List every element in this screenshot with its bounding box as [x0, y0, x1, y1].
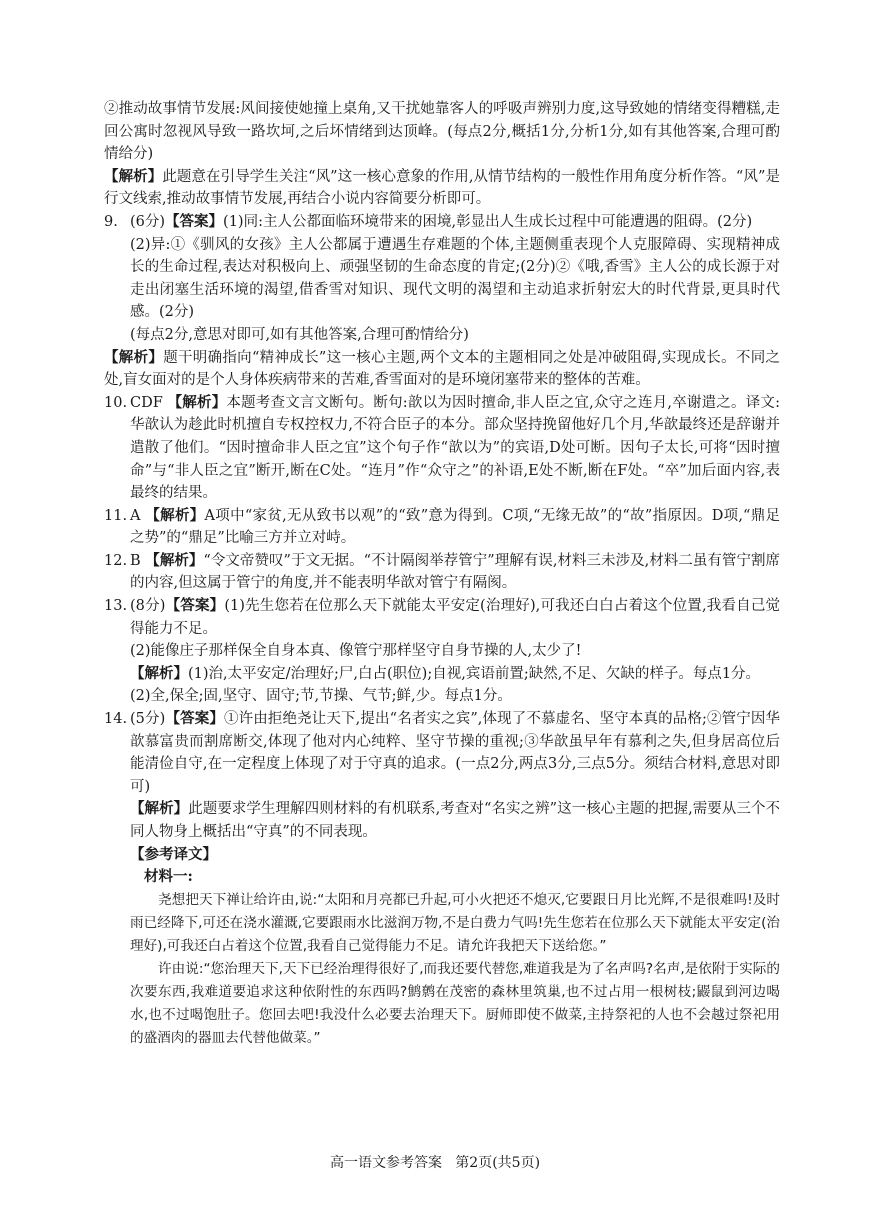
- analysis-text: 本题考查文言文断句。断句:歆以为因时擅命,非人臣之宜,众守之连月,卒谢遣之。译文:华歆认为趁此时机擅自专权控权力,不符合臣子的本分。部众坚持挽留他好几个月,华歆最终还是辞谢并遣散了他们。“因时擅命非人臣之宜”这个句子作“歆以为”的宾语,D处可断。因句子太长,可将“因时擅命”与“非人臣之宜”断开,断在C处。“连月”作“众守之”的补语,E处不断,断在F处。“卒”加后面内容,表最终的结果。: [130, 394, 781, 502]
- translation-heading: 【参考译文】: [130, 845, 217, 863]
- answer-text: (1)同:主人公都面临环境带来的困境,彰显出人生成长过程中可能遭遇的阻碍。(2分): [223, 213, 753, 230]
- question-number: 11.: [104, 507, 128, 524]
- score: (6分): [130, 213, 166, 230]
- analysis-text: 此题要求学生理解四则材料的有机联系,考查对“名实之辨”这一核心主题的把握,需要从三个不同人物身上概括出“守真”的不同表现。: [130, 801, 780, 840]
- analysis-text: A项中“家贫,无从致书以观”的“致”意为得到。C项,“无缘无故”的“故”指原因。D项,“鼎足之势”的“鼎足”比喻三方并立对峙。: [130, 507, 781, 547]
- q9-note: (每点2分,意思对即可,如有其他答案,合理可酌情给分): [130, 326, 469, 343]
- question-number: 13.: [104, 598, 128, 615]
- question-number: 12.: [104, 552, 128, 569]
- q13-part2: (2)能像庄子那样保全自身本真、像管宁那样坚守自身节操的人,太少了!: [130, 643, 582, 660]
- question-11: [104, 505, 780, 550]
- question-12: [104, 550, 780, 595]
- answer-tag: 【答案】: [165, 597, 225, 615]
- analysis-tag: 【解析】: [145, 506, 205, 524]
- q9-part1: [104, 211, 780, 234]
- q13-part1: [104, 595, 780, 640]
- answer-text: B: [130, 552, 141, 569]
- question-10: [104, 392, 780, 505]
- score: (5分): [130, 711, 166, 728]
- q10-body: [104, 392, 781, 505]
- answer-text: (1)先生您若在位那么天下就能太平安定(治理好),可我还白白占着这个位置,我看自己觉得能力不足。: [130, 598, 780, 637]
- answer-tag: 【答案】: [165, 710, 224, 728]
- question-number: 10.: [104, 394, 128, 411]
- answer-text: A: [130, 507, 141, 524]
- translation-para-1: 尧想把天下禅让给许由,说:“太阳和月亮都已升起,可小火把还不熄灭,它要跟日月比光辉,不是很难吗!及时雨已经降下,可还在浇水灌溉,它要跟雨水比滋润万物,不是白费力气吗!先生您若在位那么天下就能太平安定(治理好),可我还白占着这个位置,我看自己觉得能力不足。请允许我把天下送给您。”: [130, 891, 780, 954]
- answer-text: CDF: [130, 394, 163, 411]
- material-1-label: 材料一:: [144, 868, 193, 886]
- analysis-text: 题干明确指向“精神成长”这一核心主题,两个文本的主题相同之处是冲破阻碍,实现成长。不同之处,盲女面对的是个人身体疾病带来的苦难,香雪面对的是环境闭塞带来的整体的苦难。: [104, 349, 780, 389]
- analysis-text: “令文帝赞叹”于文无据。“不计隔阂举荐管宁”理解有误,材料三未涉及,材料二虽有管宁割席的内容,但这属于管宁的角度,并不能表明华歆对管宁有隔阂。: [130, 552, 781, 592]
- question-13: [104, 595, 780, 708]
- q13-analysis1: [130, 663, 780, 686]
- q13-analysis2: (2)全,保全;固,坚守、固守;节,节操、气节;鲜,少。每点1分。: [130, 688, 512, 705]
- analysis-tag: 【解析】: [130, 800, 189, 818]
- page-footer: 高一语文参考答案 第2页(共5页): [329, 1155, 541, 1171]
- q11-body: [104, 505, 781, 550]
- q8-analysis: [104, 166, 780, 211]
- q9-analysis: [104, 347, 780, 392]
- q12-body: [104, 550, 781, 595]
- analysis-tag: 【解析】: [104, 348, 164, 366]
- analysis-tag: 【解析】: [130, 664, 188, 682]
- question-number: 14.: [104, 711, 128, 728]
- score: (8分): [130, 598, 166, 615]
- analysis-tag: 【解析】: [167, 393, 227, 411]
- analysis-tag: 【解析】: [104, 167, 163, 185]
- question-9: [104, 211, 780, 347]
- q14-answer: [104, 708, 780, 798]
- answer-tag: 【答案】: [165, 212, 224, 230]
- question-14: [104, 708, 780, 889]
- translation-block: [104, 889, 780, 1050]
- translation-para-2: 许由说:“您治理天下,天下已经治理得很好了,而我还要代替您,难道我是为了名声吗?名声,是依附于实际的次要东西,我难道要追求这种依附性的东西吗?鹪鹩在茂密的森林里筑巢,也不过占用一根树枝;鼹鼠到河边喝水,也不过喝饱肚子。您回去吧!我没什么必要去治理天下。厨师即使不做菜,主持祭祀的人也不会越过祭祀用的盛酒肉的器皿去代替他做菜。”: [130, 960, 780, 1046]
- answer-text: ①许由拒绝尧让天下,提出“名者实之宾”,体现了不慕虚名、坚守本真的品格;②管宁因华歆慕富贵而割席断交,体现了他对内心纯粹、坚守节操的重视;③华歆虽早年有慕利之失,但身居高位后能清俭自守,在一定程度上体现了对于守真的追求。(一点2分,两点3分,三点5分。须结合材料,意思对即可): [130, 711, 780, 795]
- analysis-text: 此题意在引导学生关注“风”这一核心意象的作用,从情节结构的一般性作用角度分析作答。“风”是行文线索,推动故事情节发展,再结合小说内容简要分析即可。: [104, 168, 780, 208]
- analysis-text: (1)治,太平安定/治理好;尸,白占(职位);自视,宾语前置;缺然,不足、欠缺的样子。每点1分。: [188, 665, 761, 682]
- analysis-tag: 【解析】: [145, 551, 204, 569]
- q9-part2: (2)异:①《驯风的女孩》主人公都属于遭遇生存难题的个体,主题侧重表现个人克服障碍、实现精神成长的生命过程,表达对积极向上、顽强坚韧的生命态度的肯定;(2分)②《哦,香雪》主人公的成长源于对走出闭塞生活环境的渴望,借香雪对知识、现代文明的渴望和主动追求折射宏大的时代背景,更具时代感。(2分): [130, 236, 780, 321]
- q14-analysis: [130, 798, 780, 843]
- q8-point2: ②推动故事情节发展:风间接使她撞上桌角,又干扰她靠客人的呼吸声辨别力度,这导致她的情绪变得糟糕,走回公寓时忽视风导致一路坎坷,之后坏情绪到达顶峰。(每点2分,概括1分,分析1分,如有其他答案,合理可酌情给分): [104, 101, 780, 163]
- page-content: [104, 98, 780, 1050]
- question-number: 9.: [104, 213, 118, 230]
